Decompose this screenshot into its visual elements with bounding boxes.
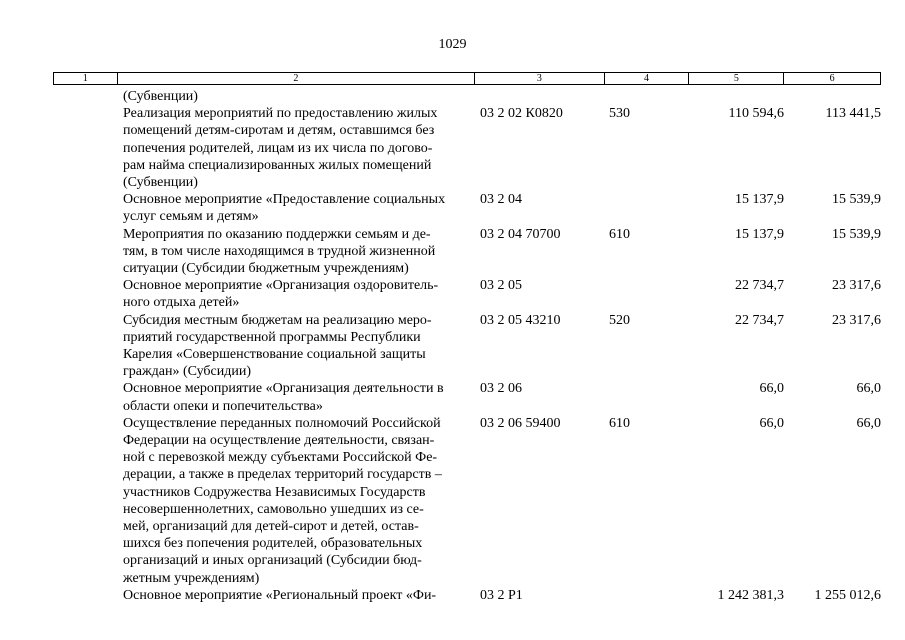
- row-name-line: Субсидия местным бюджетам на реализацию меро-: [123, 312, 432, 328]
- row-name: [123, 88, 476, 105]
- table-row: [123, 415, 881, 587]
- row-type: 610: [609, 226, 630, 242]
- row-name: [123, 312, 476, 381]
- row-sum-col5: 66,0: [759, 381, 784, 397]
- row-sum-col6: 1 255 012,6: [814, 587, 881, 603]
- row-sum-col6: [784, 88, 881, 105]
- row-sum-col5: 110 594,6: [728, 106, 784, 122]
- row-name-line: граждан» (Субсидии): [123, 364, 252, 380]
- row-type: 610: [609, 415, 630, 431]
- header-col-6: 6: [829, 73, 835, 84]
- row-name-line: Мероприятия по оказанию поддержки семьям и де-: [123, 226, 431, 242]
- row-name-line: тям, в том числе находящимся в трудной жизненной: [123, 243, 436, 259]
- row-type: 520: [609, 312, 630, 328]
- table-row: [123, 226, 881, 278]
- row-name-line: дерации, а также в пределах территорий государств –: [123, 467, 442, 483]
- row-code: [476, 88, 609, 105]
- row-sum-col6: 23 317,6: [832, 278, 881, 294]
- row-sum-col6: 113 441,5: [825, 106, 881, 122]
- row-name-line: участников Содружества Независимых Государств: [123, 484, 426, 500]
- row-sum-col6: 15 539,9: [832, 192, 881, 208]
- row-type: 530: [609, 106, 630, 122]
- row-code: 03 2 04: [480, 192, 522, 208]
- row-name-line: Федерации на осуществление деятельности, связан-: [123, 433, 435, 449]
- row-name-line: рам найма специализированных жилых помещений: [123, 157, 432, 173]
- row-sum-col6: 66,0: [856, 381, 881, 397]
- row-name-line: жетным учреждениям): [123, 570, 260, 586]
- table-body: [123, 88, 881, 604]
- row-name-line: Основное мероприятие «Предоставление социальных: [123, 192, 446, 208]
- row-name-line: Основное мероприятие «Региональный проект «Фи-: [123, 587, 437, 603]
- row-name: [123, 380, 476, 414]
- row-code: 03 2 05: [480, 278, 522, 294]
- header-col-1: 1: [54, 73, 118, 84]
- row-name: [123, 105, 476, 191]
- row-name: [123, 587, 476, 604]
- row-sum-col5: [669, 88, 784, 105]
- table-row: [123, 312, 881, 381]
- row-type: [609, 587, 669, 604]
- row-name-line: (Субвенции): [123, 89, 198, 104]
- row-name-line: организаций и иных организаций (Субсидии бюд-: [123, 553, 422, 569]
- header-col-5: 5: [689, 73, 784, 84]
- row-name-line: Реализация мероприятий по предоставлению жилых: [123, 106, 438, 122]
- header-col-2: 2: [118, 73, 475, 84]
- row-code: 03 2 05 43210: [480, 312, 561, 328]
- row-code: 03 2 06: [480, 381, 522, 397]
- row-type: [609, 380, 669, 414]
- row-name-line: попечения родителей, лицам из их числа по догово-: [123, 140, 433, 156]
- row-name-line: несовершеннолетних, самовольно ушедших из се-: [123, 501, 424, 517]
- row-name-line: ситуации (Субсидии бюджетным учреждениям): [123, 261, 409, 277]
- row-code: 03 2 06 59400: [480, 415, 561, 431]
- row-name: [123, 415, 476, 587]
- row-name-line: области опеки и попечительства»: [123, 398, 323, 414]
- row-name-line: Карелия «Совершенствование социальной защиты: [123, 347, 426, 363]
- row-sum-col6: 66,0: [856, 415, 881, 431]
- row-type: [609, 88, 669, 105]
- row-name-line: Основное мероприятие «Организация деятельности в: [123, 381, 444, 397]
- row-name-line: мей, организаций для детей-сирот и детей, остав-: [123, 519, 419, 535]
- row-name: [123, 277, 476, 311]
- page-number: 1029: [438, 37, 467, 52]
- table-row: [123, 587, 881, 604]
- table-header: [53, 72, 881, 85]
- row-code: 03 2 P1: [480, 587, 523, 603]
- row-sum-col5: 15 137,9: [735, 226, 784, 242]
- row-name-line: ного отдыха детей»: [123, 295, 240, 311]
- row-sum-col5: 22 734,7: [735, 278, 784, 294]
- row-sum-col6: 15 539,9: [832, 226, 881, 242]
- row-sum-col5: 15 137,9: [735, 192, 784, 208]
- table-row: [123, 191, 881, 225]
- row-name: [123, 226, 476, 278]
- header-col-4: 4: [605, 73, 690, 84]
- header-col-3: 3: [475, 73, 605, 84]
- row-code: 03 2 04 70700: [480, 226, 561, 242]
- row-sum-col6: 23 317,6: [832, 312, 881, 328]
- row-name: [123, 191, 476, 225]
- row-name-line: Осуществление переданных полномочий Российской: [123, 415, 441, 431]
- row-name-line: ной с перевозкой между субъектами Российской Фе-: [123, 450, 438, 466]
- row-name-line: помещений детям-сиротам и детям, оставшимся без: [123, 123, 435, 139]
- row-name-line: шихся без попечения родителей, образовательных: [123, 536, 423, 552]
- row-name-line: Основное мероприятие «Организация оздоровитель-: [123, 278, 439, 294]
- row-type: [609, 191, 669, 225]
- table-row: [123, 105, 881, 191]
- table-row: [123, 380, 881, 414]
- row-name-line: услуг семьям и детям»: [123, 209, 259, 225]
- row-sum-col5: 66,0: [759, 415, 784, 431]
- table-row: [123, 88, 881, 105]
- row-name-line: приятий государственной программы Республики: [123, 329, 421, 345]
- row-sum-col5: 22 734,7: [735, 312, 784, 328]
- row-sum-col5: 1 242 381,3: [717, 587, 784, 603]
- table-row: [123, 277, 881, 311]
- row-type: [609, 277, 669, 311]
- row-name-line: (Субвенции): [123, 175, 198, 191]
- row-code: 03 2 02 К0820: [480, 106, 563, 122]
